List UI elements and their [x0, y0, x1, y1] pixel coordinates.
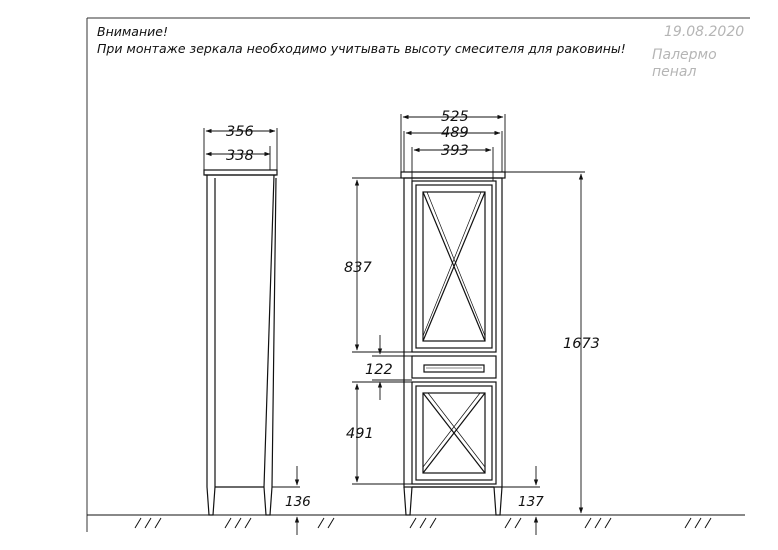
dim-top-depth: 356	[226, 124, 254, 140]
stamp-product: пенал	[652, 64, 697, 80]
dim-lower-door-height: 491	[346, 426, 374, 442]
dim-upper-door-height: 837	[344, 260, 372, 276]
stamp-date: 19.08.2020	[664, 24, 745, 40]
warning-text: При монтаже зеркала необходимо учитывать высоту смесителя для раковины!	[97, 41, 626, 56]
dim-total-height: 1673	[563, 336, 600, 352]
stamp-model: Палермо	[652, 47, 717, 63]
dim-body-width: 489	[441, 125, 469, 141]
dim-side-leg-height: 136	[285, 494, 311, 510]
dim-top-width: 525	[441, 109, 469, 125]
side-dims	[204, 128, 300, 535]
sheet-border	[87, 18, 750, 532]
warning-title: Внимание!	[97, 24, 168, 39]
dim-door-width: 393	[441, 143, 469, 159]
dim-front-leg-height: 137	[518, 494, 544, 510]
side-view	[204, 170, 277, 515]
dim-body-depth: 338	[226, 148, 254, 164]
dim-drawer-height: 122	[365, 362, 393, 378]
front-view	[401, 172, 505, 515]
floor-line	[87, 515, 745, 528]
